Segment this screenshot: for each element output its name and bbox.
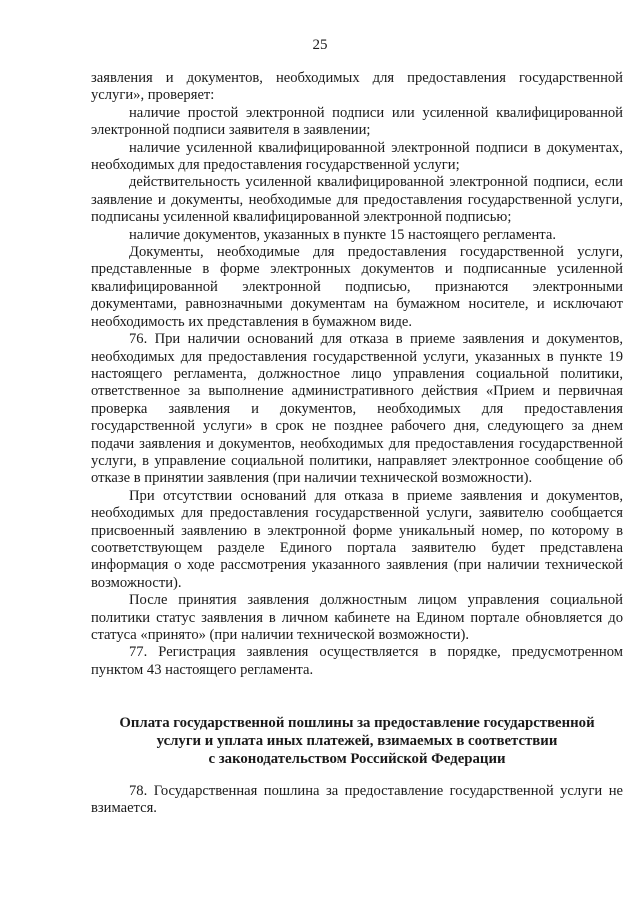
paragraph-status-accepted: После принятия заявления должностным лицом управления социальной политики статус заявления в личном кабинете на Едином портале обновляется до статуса «принято» (при наличии технической возможности). <box>91 592 623 643</box>
paragraph-continuation: заявления и документов, необходимых для предоставления государственной услуги», проверяет: <box>91 70 623 104</box>
paragraph-item-77: 77. Регистрация заявления осуществляется в порядке, предусмотренном пунктом 43 настоящего регламента. <box>91 644 623 678</box>
paragraph-item-76: 76. При наличии оснований для отказа в приеме заявления и документов, необходимых для предоставления государственной услуги, указанных в пункте 19 настоящего регламента, должностное лицо управления социальной политики, ответственное за выполнение административного действия «Прием и первичная проверка заявления и документов, необходимых для предоставления государственной услуги» в срок не позднее рабочего дня, следующего за днем подачи заявления и документов, необходимых для предоставления государственной услуги, в управление социальной политики, направляет электронное сообщение об отказе в принятии заявления (при наличии технической возможности). <box>91 331 623 487</box>
page-number: 25 <box>312 37 328 53</box>
final-text <box>91 783 623 818</box>
paragraph-documents-check: наличие документов, указанных в пункте 15 настоящего регламента. <box>129 226 556 243</box>
section-heading <box>91 714 623 768</box>
paragraph-qualified-signature: наличие усиленной квалифицированной электронной подписи в документах, необходимых для предоставления государственной услуги; <box>91 139 623 174</box>
paragraph-item-78: 78. Государственная пошлина за предоставление государственной услуги не взимается. <box>91 783 623 817</box>
body-text <box>91 70 623 679</box>
section-heading-line: Оплата государственной пошлины за предоставление государственной <box>119 715 595 731</box>
paragraph-unique-number: При отсутствии оснований для отказа в приеме заявления и документов, необходимых для предоставления государственной услуги, заявителю сообщается присвоенный заявлению в электронной форме уникальный номер, по которому в соответствующем разделе Единого портала заявителю будет представлена информация о ходе рассмотрения указанного заявления (при наличии технической возможности). <box>91 487 623 591</box>
section-heading-line: услуги и уплата иных платежей, взимаемых в соответствии <box>156 733 558 749</box>
paragraph-signature-validity: действительность усиленной квалифицированной электронной подписи, если заявление и документы, необходимые для предоставления государственной услуги, подписаны усиленной квалифицированной электронной подписью; <box>91 174 623 226</box>
paragraph-electronic-equivalence: Документы, необходимые для предоставления государственной услуги, представленные в форме электронных документов и подписанные усиленной квалифицированной электронной подписью, признаются электронными документами, равнозначными документам на бумажном носителе, и исключают необходимость их представления в бумажном виде. <box>91 244 623 330</box>
section-heading-line: с законодательством Российской Федерации <box>208 751 506 767</box>
paragraph-simple-signature: наличие простой электронной подписи или усиленной квалифицированной электронной подписи заявителя в заявлении; <box>91 104 623 139</box>
